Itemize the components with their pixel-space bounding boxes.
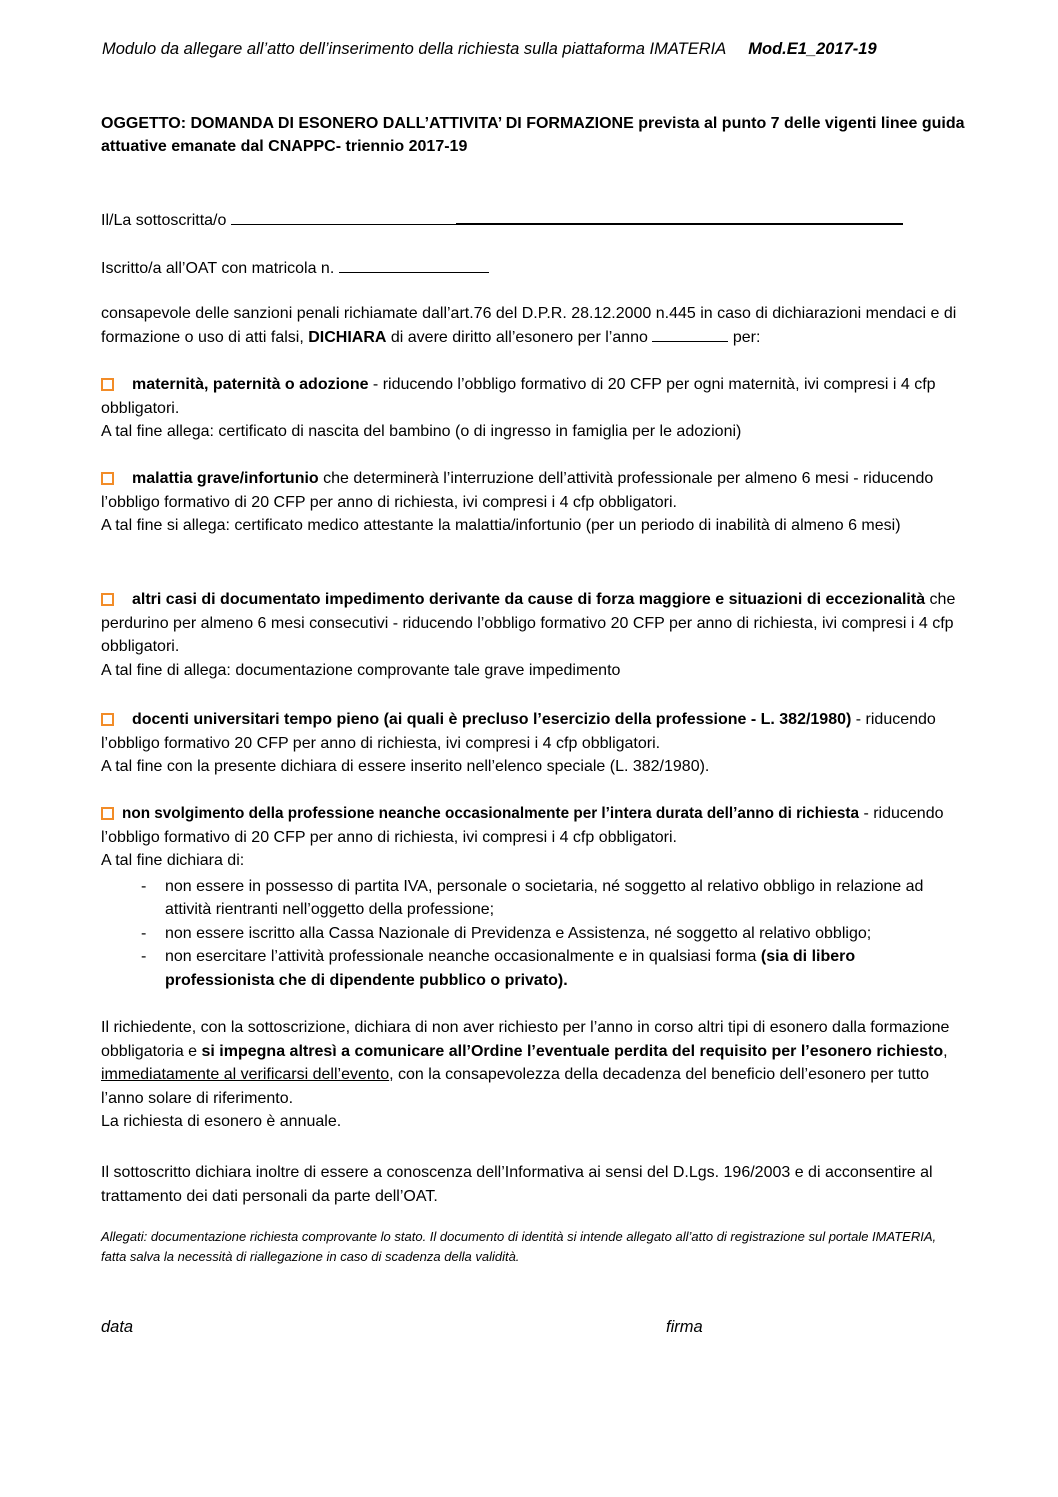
- option-allega: A tal fine si allega: certificato medico attestante la malattia/infortunio (per un periodo di inabilità di almeno 6 mesi): [101, 517, 901, 534]
- option-text: - riducendo l’obbligo formativo 20 CFP per anno di richiesta, ivi compresi i 4 cfp obbligatori.: [101, 711, 936, 752]
- page-header: [102, 40, 962, 59]
- option-non-svolgimento: [101, 802, 963, 992]
- closing-commitment: si impegna altresì a comunicare all’Ordine l’eventuale perdita del requisito per l’esonero richiesto: [201, 1042, 944, 1060]
- date-label: data: [101, 1318, 134, 1336]
- option-allega: A tal fine allega: certificato di nascita del bambino (o di ingresso in famiglia per le adozioni): [101, 423, 742, 440]
- option-text: - riducendo l’obbligo formativo di 20 CFP per anno di richiesta, ivi compresi i 4 cfp obbligatori.: [101, 805, 944, 846]
- list-item-bold: (sia di libero professionista che di dipendente pubblico o privato).: [165, 948, 856, 989]
- checkbox-malattia[interactable]: [101, 472, 114, 485]
- attachments-note: Allegati: documentazione richiesta comprovante lo stato. Il documento di identità si intende allegato all’atto di registrazione sul portale IMATERIA, fatta salva la necessità di riallegazione in caso di scadenza della validità.: [101, 1229, 937, 1264]
- closing-paragraph: [101, 1016, 961, 1134]
- option-title: altri casi di documentato impedimento derivante da cause di forza maggiore e situazioni di eccezionalità: [132, 591, 926, 608]
- option-malattia: [101, 467, 963, 538]
- option-title: docenti universitari tempo pieno (ai quali è precluso l’esercizio della professione - L. 382/1980): [132, 711, 852, 728]
- option-allega: A tal fine dichiara di:: [101, 852, 245, 869]
- option-title: non svolgimento della professione neanche occasionalmente per l’intera durata dell’anno di richiesta: [122, 805, 859, 822]
- requirements-list: [101, 875, 963, 993]
- header-text: Modulo da allegare all’atto dell’inserimento della richiesta sulla piattaforma IMATERIA: [102, 40, 727, 58]
- privacy-text: Il sottoscritto dichiara inoltre di essere a conoscenza dell’Informativa ai sensi del D.Lgs. 196/2003 e di acconsentire al trattamento dei dati personali da parte dell’OAT.: [101, 1164, 933, 1205]
- matricola-blank[interactable]: [339, 257, 489, 273]
- list-item-text: non essere iscritto alla Cassa Nazionale di Previdenza e Assistenza, né soggetto al relativo obbligo;: [165, 924, 872, 942]
- option-text: - riducendo l’obbligo formativo di 20 CFP per ogni maternità, ivi compresi i 4 cfp obbligatori.: [101, 376, 936, 417]
- declaration-text-3: per:: [728, 328, 761, 346]
- subject: [101, 112, 971, 158]
- checkbox-maternita[interactable]: [101, 378, 114, 391]
- option-maternita: [101, 373, 963, 444]
- signature-label: firma: [666, 1318, 703, 1336]
- option-title: malattia grave/infortunio: [132, 470, 319, 487]
- matricola-field: [101, 257, 489, 278]
- list-item-text: non esercitare l’attività professionale neanche occasionalmente e in qualsiasi forma: [165, 948, 761, 965]
- option-text: che determinerà l’interruzione dell’attività professionale per almeno 6 mesi - riducendo l’obbligo formativo di 20 CFP per anno di richiesta, ivi compresi i 4 cfp obbligatori.: [101, 470, 934, 511]
- option-docenti: [101, 708, 963, 779]
- declaration-paragraph: [101, 302, 961, 349]
- subject-title: OGGETTO: DOMANDA DI ESONERO DALL’ATTIVITA’ DI FORMAZIONE: [101, 115, 634, 132]
- list-item: [101, 875, 963, 922]
- checkbox-altri-casi[interactable]: [101, 593, 114, 606]
- option-altri-casi: [101, 588, 963, 682]
- declaration-text-1: consapevole delle sanzioni penali richiamate dall’art.76 del D.P.R. 28.12.2000 n.445 in caso di dichiarazioni mendaci e di formazione o uso di atti falsi,: [101, 305, 957, 346]
- annual-note: La richiesta di esonero è annuale.: [101, 1113, 342, 1130]
- closing-text-d: , con la consapevolezza della decadenza del beneficio dell’esonero per tutto l’anno solare di riferimento.: [101, 1066, 930, 1107]
- declaration-text-2: di avere diritto all’esonero per l’anno: [386, 328, 648, 346]
- checkbox-non-svolgimento[interactable]: [101, 807, 114, 820]
- closing-text-c: ,: [943, 1042, 948, 1060]
- closing-underlined: immediatamente al verificarsi dell’evento: [101, 1066, 390, 1083]
- option-allega: A tal fine con la presente dichiara di essere inserito nell’elenco speciale (L. 382/1980).: [101, 758, 710, 775]
- sottoscritto-field: [101, 208, 903, 230]
- option-allega: A tal fine di allega: documentazione comprovante tale grave impedimento: [101, 661, 621, 679]
- privacy-paragraph: [101, 1161, 961, 1208]
- sottoscritto-blank-2[interactable]: [456, 208, 903, 225]
- subject-rest: prevista al punto 7 delle vigenti linee guida attuative emanate dal CNAPPC- triennio 2017-19: [101, 115, 965, 155]
- option-title: maternità, paternità o adozione: [132, 376, 369, 393]
- checkbox-docenti[interactable]: [101, 713, 114, 726]
- list-item: [101, 922, 963, 946]
- closing-text-a: Il richiedente, con la sottoscrizione, dichiara di non aver richiesto per l’anno in corso altri tipi di esonero dalla formazione obbligatoria e: [101, 1019, 950, 1060]
- module-code: Mod.E1_2017-19: [748, 40, 877, 58]
- declaration-dichiara: DICHIARA: [308, 328, 387, 346]
- list-item: [101, 945, 963, 992]
- anno-blank[interactable]: [652, 326, 728, 342]
- option-text: che perdurino per almeno 6 mesi consecutivi - riducendo l’obbligo formativo 20 CFP per anno di richiesta, ivi compresi i 4 cfp obbligatori.: [101, 591, 956, 655]
- list-item-text: non essere in possesso di partita IVA, personale o societaria, né soggetto al relativo obbligo in relazione ad attività rientranti nell’oggetto della professione;: [165, 877, 924, 918]
- matricola-label: Iscritto/a all’OAT con matricola n.: [101, 260, 335, 277]
- sottoscritto-blank-1[interactable]: [231, 209, 456, 225]
- sottoscritto-label: Il/La sottoscritta/o: [101, 212, 227, 229]
